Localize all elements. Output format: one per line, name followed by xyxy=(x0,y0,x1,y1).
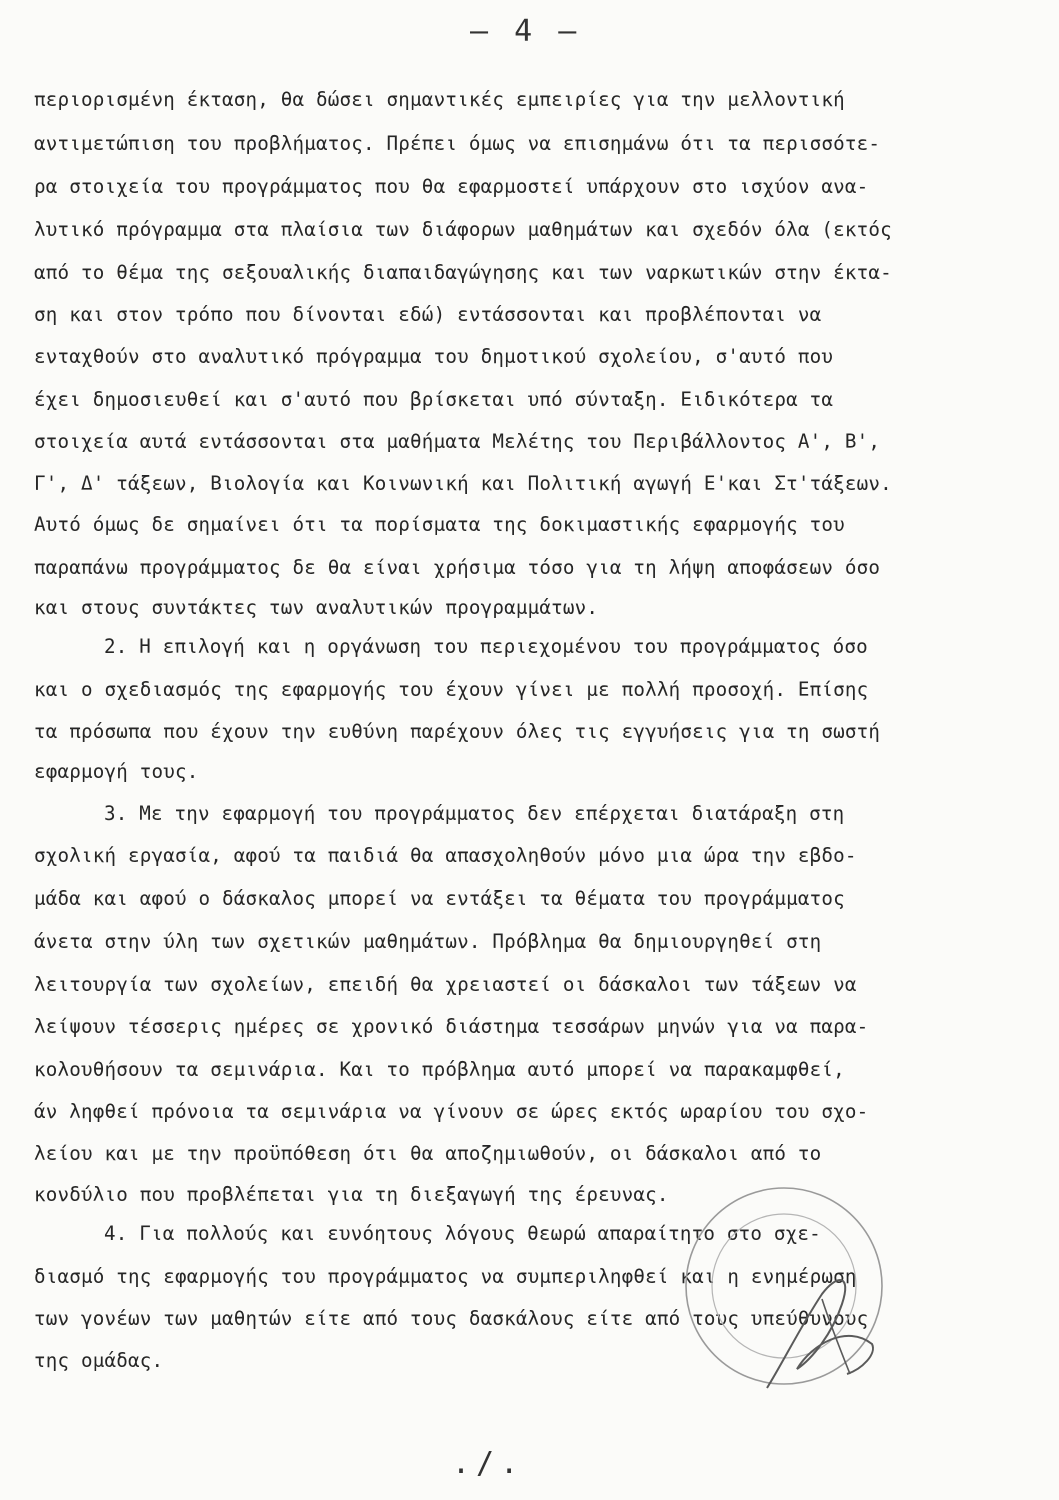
text-line: λειτουργία των σχολείων, επειδή θα χρειαστεί οι δάσκαλοι των τάξεων να xyxy=(34,973,857,996)
text-line: και στους συντάκτες των αναλυτικών προγραμμάτων. xyxy=(34,596,599,619)
text-line: λείου και με την προϋπόθεση ότι θα αποζημιωθούν, οι δάσκαλοι από το xyxy=(34,1142,822,1165)
text-line: διασμό της εφαρμογής του προγράμματος να συμπεριληφθεί και η ενημέρωση xyxy=(34,1265,857,1288)
text-line: τα πρόσωπα που έχουν την ευθύνη παρέχουν όλες τις εγγυήσεις για τη σωστή xyxy=(34,720,881,743)
text-line: της ομάδας. xyxy=(34,1349,164,1372)
text-line: άνετα στην ύλη των σχετικών μαθημάτων. Πρόβλημα θα δημιουργηθεί στη xyxy=(34,930,822,953)
text-line: περιορισμένη έκταση, θα δώσει σημαντικές εμπειρίες για την μελλοντική xyxy=(34,88,845,111)
text-line: ση και στον τρόπο που δίνονται εδώ) εντάσσονται και προβλέπονται να xyxy=(34,303,822,326)
text-line: 3. Με την εφαρμογή του προγράμματος δεν επέρχεται διατάραξη στη xyxy=(104,802,845,825)
text-line: 4. Για πολλούς και ευνόητους λόγους θεωρώ απαραίτητο στο σχε- xyxy=(104,1222,821,1245)
text-line: Αυτό όμως δε σημαίνει ότι τα πορίσματα της δοκιμαστικής εφαρμογής του xyxy=(34,513,845,536)
text-line: παραπάνω προγράμματος δε θα είναι χρήσιμα τόσο για τη λήψη αποφάσεων όσο xyxy=(34,556,881,579)
continuation-mark: ./. xyxy=(452,1446,525,1481)
official-stamp-and-signature xyxy=(672,1174,902,1404)
text-line: Γ', Δ' τάξεων, Βιολογία και Κοινωνική και Πολιτική αγωγή Ε'και Στ'τάξεων. xyxy=(34,472,892,495)
text-line: μάδα και αφού ο δάσκαλος μπορεί να εντάξει τα θέματα του προγράμματος xyxy=(34,887,845,910)
text-line: εφαρμογή τους. xyxy=(34,760,199,783)
text-line: από το θέμα της σεξουαλικής διαπαιδαγώγησης και των ναρκωτικών στην έκτα- xyxy=(34,261,892,284)
text-line: έχει δημοσιευθεί και σ'αυτό που βρίσκεται υπό σύνταξη. Ειδικότερα τα xyxy=(34,388,834,411)
text-line: των γονέων των μαθητών είτε από τους δασκάλους είτε από τους υπεύθυνους xyxy=(34,1307,869,1330)
text-line: λυτικό πρόγραμμα στα πλαίσια των διάφορων μαθημάτων και σχεδόν όλα (εκτός xyxy=(34,218,892,241)
text-line: κολουθήσουν τα σεμινάρια. Και το πρόβλημα αυτό μπορεί να παρακαμφθεί, xyxy=(34,1058,845,1081)
text-line: 2. Η επιλογή και η οργάνωση του περιεχομένου του προγράμματος όσο xyxy=(104,635,868,658)
text-line: λείψουν τέσσερις ημέρες σε χρονικό διάστημα τεσσάρων μηνών για να παρα- xyxy=(34,1015,869,1038)
text-line: στοιχεία αυτά εντάσσονται στα μαθήματα Μελέτης του Περιβάλλοντος Α', Β', xyxy=(34,430,881,453)
text-line: και ο σχεδιασμός της εφαρμογής του έχουν γίνει με πολλή προσοχή. Επίσης xyxy=(34,678,869,701)
text-line: σχολική εργασία, αφού τα παιδιά θα απασχοληθούν μόνο μια ώρα την εβδο- xyxy=(34,844,857,867)
text-line: ρα στοιχεία του προγράμματος που θα εφαρμοστεί υπάρχουν στο ισχύον ανα- xyxy=(34,175,869,198)
page-number: — 4 — xyxy=(470,14,581,49)
text-line: αντιμετώπιση του προβλήματος. Πρέπει όμως να επισημάνω ότι τα περισσότε- xyxy=(34,132,881,155)
text-line: άν ληφθεί πρόνοια τα σεμινάρια να γίνουν σε ώρες εκτός ωραρίου του σχο- xyxy=(34,1100,869,1123)
text-line: κονδύλιο που προβλέπεται για τη διεξαγωγή της έρευνας. xyxy=(34,1183,669,1206)
text-line: ενταχθούν στο αναλυτικό πρόγραμμα του δημοτικού σχολείου, σ'αυτό που xyxy=(34,345,834,368)
